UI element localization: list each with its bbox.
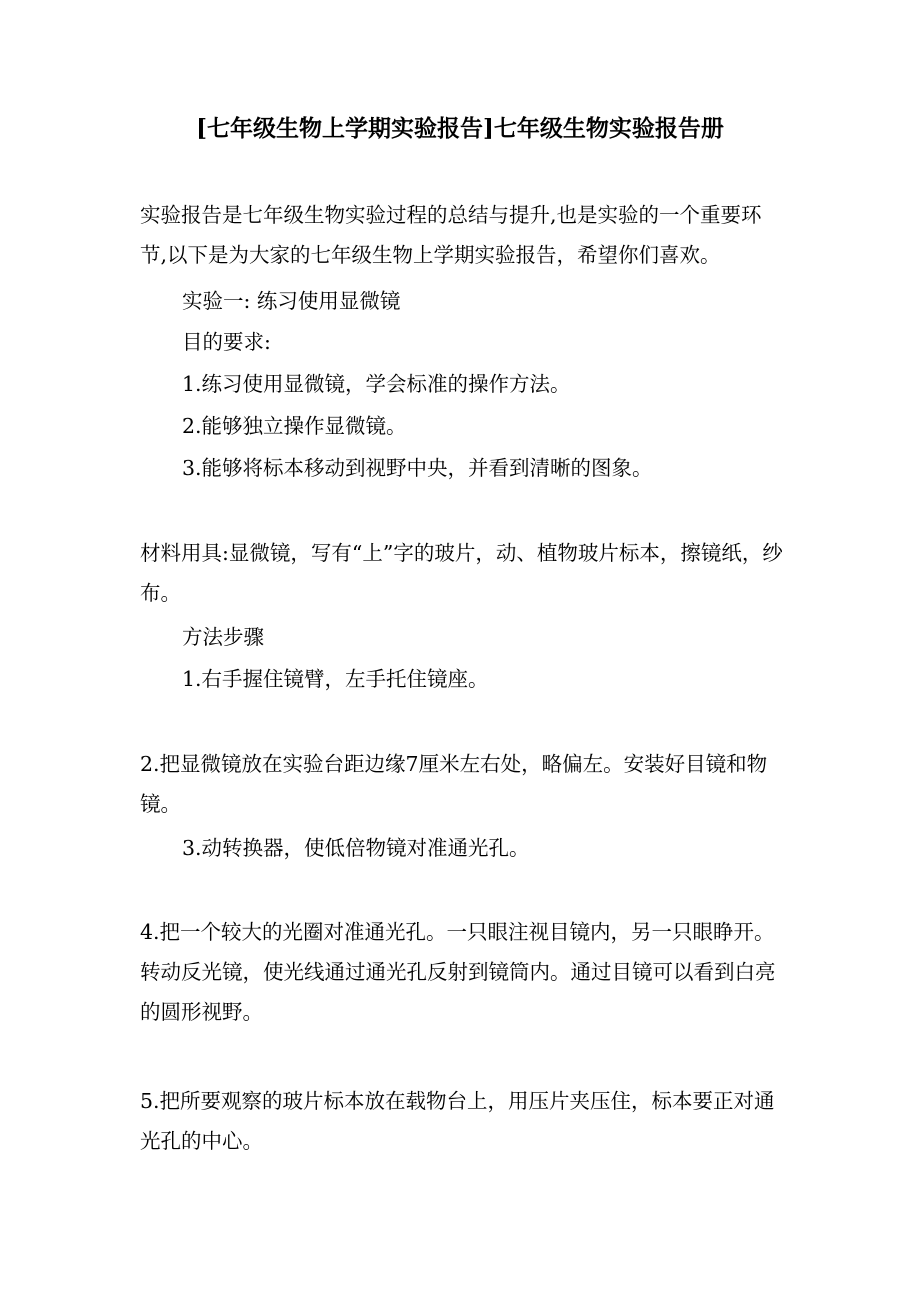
goal-item-2: 2.能够独立操作显微镜。: [182, 414, 407, 438]
goal-item-1: 1.练习使用显微镜，学会标准的操作方法。: [182, 372, 571, 396]
document-title: [七年级生物上学期实验报告]七年级生物实验报告册: [196, 115, 724, 142]
step-1: 1.右手握住镜臂，左手托住镜座。: [182, 667, 489, 691]
step-4: 4.把一个较大的光圈对准通光孔。一只眼注视目镜内，另一只眼睁开。转动反光镜，使光线通过通光孔反射到镜筒内。通过目镜可以看到白亮的圆形视野。: [140, 920, 776, 1024]
experiment-heading: 实验一: 练习使用显微镜: [182, 289, 401, 313]
goal-heading: 目的要求:: [182, 330, 271, 354]
materials-paragraph: 材料用具:显微镜，写有“上”字的玻片，动、植物玻片标本，擦镜纸，纱布。: [140, 541, 783, 605]
step-3: 3.动转换器，使低倍物镜对准通光孔。: [182, 836, 530, 860]
step-5: 5.把所要观察的玻片标本放在载物台上，用压片夹压住，标本要正对通光孔的中心。: [140, 1089, 775, 1153]
goal-item-3: 3.能够将标本移动到视野中央，并看到清晰的图象。: [182, 456, 653, 480]
intro-paragraph: 实验报告是七年级生物实验过程的总结与提升,也是实验的一个重要环节,以下是为大家的七年级生物上学期实验报告，希望你们喜欢。: [140, 203, 762, 267]
step-2: 2.把显微镜放在实验台距边缘7厘米左右处，略偏左。安装好目镜和物镜。: [140, 752, 768, 816]
method-heading: 方法步骤: [182, 625, 264, 649]
